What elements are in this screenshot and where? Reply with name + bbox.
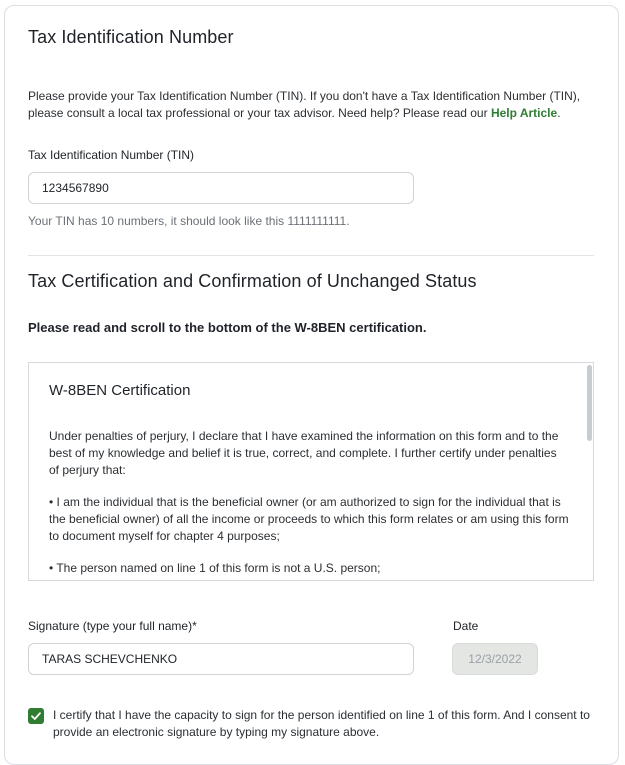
certification-title: W-8BEN Certification: [49, 382, 191, 399]
scrollbar-thumb[interactable]: [587, 365, 592, 441]
date-label: Date: [453, 619, 479, 633]
certification-paragraph: • I am the individual that is the beneficial owner (or am authorized to sign for the individual that is the beneficial owner) of all the income or proceeds to which this form relates or am using this form to document myself for chapter 4 purposes;: [49, 495, 569, 543]
consent-checkbox[interactable]: [28, 708, 44, 724]
help-article-link[interactable]: Help Article: [490, 106, 558, 120]
certification-paragraph: • The person named on line 1 of this form is not a U.S. person;: [49, 561, 381, 575]
signature-input[interactable]: [28, 643, 414, 675]
scrollbar[interactable]: [585, 363, 593, 580]
cert-section-title: Tax Certification and Confirmation of Unchanged Status: [28, 271, 477, 291]
tin-intro-text: Please provide your Tax Identification Number (TIN). If you don't have a Tax Identification Number (TIN), please consult a local tax professional or your tax advisor. Need help? Please read our Help Article.: [28, 89, 581, 120]
tin-hint: Your TIN has 10 numbers, it should look like this 1111111111.: [28, 214, 350, 228]
section-divider: [28, 255, 594, 256]
certification-paragraph: Under penalties of perjury, I declare that I have examined the information on this form and to the best of my knowledge and belief it is true, correct, and complete. I further certify under penalties of perjury that:: [49, 429, 559, 477]
check-icon: [30, 710, 42, 722]
date-field: [452, 643, 538, 675]
signature-label: Signature (type your full name)*: [28, 619, 197, 633]
consent-text: I certify that I have the capacity to sign for the person identified on line 1 of this form. And I consent to provide an electronic signature by typing my signature above.: [53, 708, 590, 739]
certification-scroll-box[interactable]: [28, 362, 594, 581]
cert-instruction: Please read and scroll to the bottom of the W-8BEN certification.: [28, 320, 427, 335]
tin-section-title: Tax Identification Number: [28, 27, 234, 47]
tin-input[interactable]: [28, 172, 414, 204]
tin-field-label: Tax Identification Number (TIN): [28, 148, 195, 162]
